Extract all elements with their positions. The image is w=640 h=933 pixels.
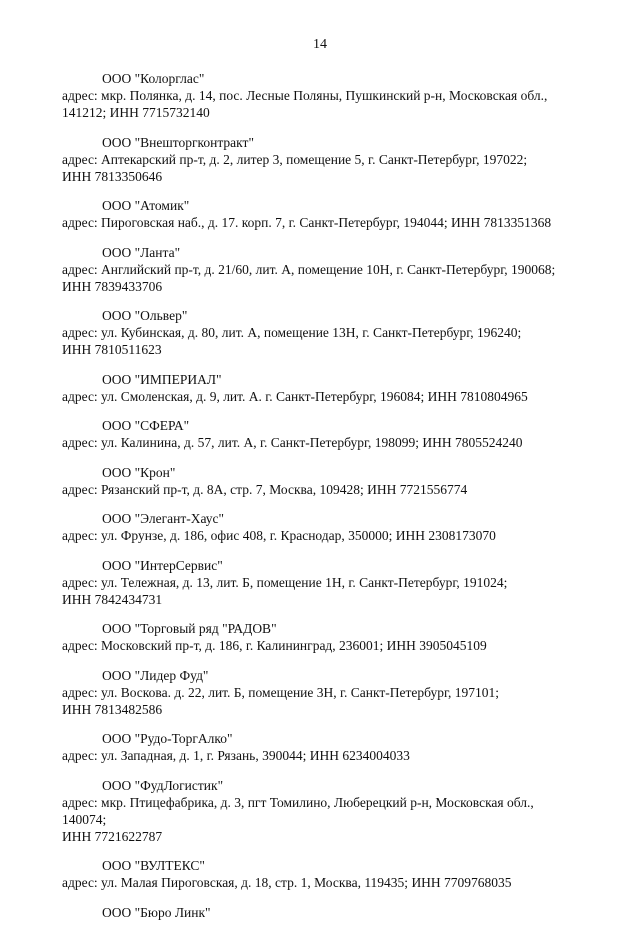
address-line: адрес: ул. Малая Пироговская, д. 18, стр. 1, Москва, 119435; ИНН 7709768035 [62,875,512,890]
company-entry [62,857,582,891]
address-line: 140074; [62,811,107,827]
company-name: ООО "ИМПЕРИАЛ" [102,371,222,387]
address-line: адрес: Московский пр-т, д. 186, г. Калининград, 236001; ИНН 3905045109 [62,638,487,653]
company-entry [62,307,582,358]
company-address [62,388,582,405]
address-line: адрес: ул. Калинина, д. 57, лит. А, г. Санкт-Петербург, 198099; ИНН 7805524240 [62,435,523,450]
company-address [62,684,582,718]
company-name: ООО "Ольвер" [102,308,188,323]
company-address [62,261,582,295]
company-name: ООО "Внешторгконтракт" [102,134,254,150]
company-address [62,324,582,358]
company-address [62,434,582,451]
address-line: адрес: ул. Западная, д. 1, г. Рязань, 390044; ИНН 6234004033 [62,748,410,763]
address-line: адрес: Английский пр-т, д. 21/60, лит. А, помещение 10Н, г. Санкт-Петербург, 190068; [62,261,556,277]
company-name: ООО "Торговый ряд "РАДОВ" [102,621,277,636]
company-entry [62,70,582,121]
address-line: ИНН 7813482586 [62,701,163,717]
address-line: адрес: ул. Тележная, д. 13, лит. Б, помещение 1Н, г. Санкт-Петербург, 191024; [62,574,508,590]
company-name: ООО "ИнтерСервис" [102,557,223,573]
address-line: ИНН 7810511623 [62,342,162,357]
company-address [62,574,582,608]
company-name: ООО "ФудЛогистик" [102,777,224,793]
address-line: адрес: ул. Смоленская, д. 9, лит. А. г. Санкт-Петербург, 196084; ИНН 7810804965 [62,388,528,404]
address-line: ИНН 7721622787 [62,828,163,844]
company-name: ООО "Ланта" [102,244,181,260]
company-entry [62,371,582,405]
company-address [62,747,582,764]
company-address [62,637,582,654]
company-name: ООО "Колорглас" [102,71,205,86]
address-line: адрес: ул. Кубинская, д. 80, лит. А, помещение 13Н, г. Санкт-Петербург, 196240; [62,325,522,340]
company-name: ООО "Рудо-ТоргАлко" [102,731,233,746]
company-name: ООО "Лидер Фуд" [102,667,209,683]
company-name: ООО "Крон" [102,464,176,480]
company-entry [62,134,582,185]
company-entry [62,777,582,845]
page-number: 14 [313,37,327,52]
address-line: ИНН 7839433706 [62,278,163,294]
company-address [62,151,582,185]
address-line: ИНН 7842434731 [62,591,163,607]
company-name: ООО "СФЕРА" [102,418,190,433]
address-line: 141212; ИНН 7715732140 [62,105,210,120]
company-list [62,70,582,933]
address-line: адрес: мкр. Птицефабрика, д. 3, пгт Томилино, Люберецкий р-н, Московская обл., [62,794,534,810]
company-entry [62,197,582,231]
address-line: адрес: Пироговская наб., д. 17. корп. 7, г. Санкт-Петербург, 194044; ИНН 7813351368 [62,215,552,230]
address-line: ИНН 7813350646 [62,168,163,184]
company-address [62,527,582,544]
company-name: ООО "ВУЛТЕКС" [102,858,205,873]
company-entry [62,244,582,295]
address-line: адрес: Рязанский пр-т, д. 8А, стр. 7, Москва, 109428; ИНН 7721556774 [62,481,468,497]
address-line: адрес: Аптекарский пр-т, д. 2, литер 3, помещение 5, г. Санкт-Петербург, 197022; [62,151,528,167]
company-name: ООО "Атомик" [102,198,190,213]
company-entry [62,620,582,654]
address-line: адрес: ул. Фрунзе, д. 186, офис 408, г. Краснодар, 350000; ИНН 2308173070 [62,528,496,543]
address-line: адрес: ул. Воскова. д. 22, лит. Б, помещение 3Н, г. Санкт-Петербург, 197101; [62,684,500,700]
address-line: адрес: мкр. Полянка, д. 14, пос. Лесные Поляны, Пушкинский р-н, Московская обл., [62,88,548,103]
company-entry [62,464,582,498]
company-address [62,794,582,845]
company-name: ООО "Элегант-Хаус" [102,511,225,526]
company-entry [62,557,582,608]
company-address [62,874,582,891]
company-address [62,87,582,121]
company-entry [62,904,582,921]
company-entry [62,667,582,718]
company-entry [62,730,582,764]
company-name: ООО "Бюро Линк" [102,904,211,920]
company-entry [62,510,582,544]
company-address [62,214,582,231]
company-address [62,481,582,498]
company-entry [62,417,582,451]
